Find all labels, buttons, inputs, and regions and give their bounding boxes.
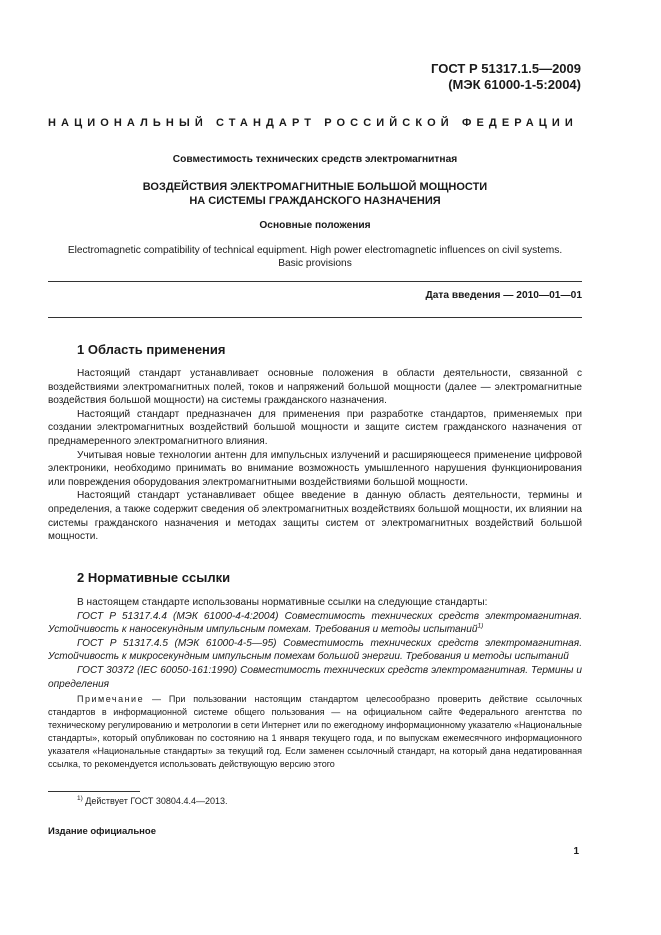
english-title-line-1: Electromagnetic compatibility of technical equipment. High power electromagnetic influences on civil systems. [67,245,563,256]
document-title [48,180,582,208]
standard-number: ГОСТ Р 51317.1.5—2009 [431,61,581,76]
footnote-mark: 1) [77,795,83,802]
section-2-body [48,596,582,691]
reference-item: ГОСТ 30372 (IEC 60050-161:1990) Совместимость технических средств электромагнитная. Термины и определения [48,664,582,690]
footnote-marker: 1) [477,622,484,630]
footnote-divider [48,791,140,792]
note-label: Примечание [77,694,145,704]
section-2-heading: 2 Нормативные ссылки [77,570,231,585]
national-standard-banner: НАЦИОНАЛЬНЫЙ СТАНДАРТ РОССИЙСКОЙ ФЕДЕРАЦИИ [48,117,578,129]
document-subtitle: Совместимость технических средств электромагнитная [172,154,458,165]
references-intro: В настоящем стандарте использованы нормативные ссылки на следующие стандарты: [77,597,488,608]
reference-text: ГОСТ Р 51317.4.4 (МЭК 61000-4-4:2004) Совместимость технических средств электромагнитная. Устойчивость к наносекундным импульсным помехам. Требования и методы испытаний [48,610,582,636]
section-1-body [48,367,582,544]
paragraph: Настоящий стандарт устанавливает основные положения в области деятельности, связанной с воздействиями электромагнитных полей, токов и напряжений большой мощности (далее — электромагнитные воздействия большой мощности) на системы гражданского назначения. [48,368,582,407]
title-line-1: ВОЗДЕЙСТВИЯ ЭЛЕКТРОМАГНИТНЫЕ БОЛЬШОЙ МОЩНОСТИ [142,181,488,193]
section-1-heading: 1 Область применения [77,342,226,357]
edition-label: Издание официальное [48,826,156,837]
paragraph: Настоящий стандарт устанавливает общее введение в данную область деятельности, термины и определения, а также содержит сведения об электромагнитных воздействиях большой мощности, их влиянии на системы гражданского назначения и методах защиты систем от электромагнитных воздействий большой мощности. [48,490,582,543]
divider-bottom [48,317,582,318]
page-number: 1 [573,846,579,857]
divider-top [48,281,582,282]
reference-item: ГОСТ Р 51317.4.5 (МЭК 61000-4-5—95) Совместимость технических средств электромагнитная. Устойчивость к микросекундным импульсным помехам большой энергии. Требования и методы испытаний [48,637,582,663]
iec-number: (МЭК 61000-1-5:2004) [448,77,581,92]
paragraph: Настоящий стандарт предназначен для применения при разработке стандартов, применяемых при создании электромагнитных воздействий большой мощности и защите систем гражданского назначения от преднамеренного электромагнитного влияния. [48,408,582,447]
english-title [48,244,582,270]
title-line-2: НА СИСТЕМЫ ГРАЖДАНСКОГО НАЗНАЧЕНИЯ [189,195,441,207]
reference-item [48,610,582,637]
introduction-date: Дата введения — 2010—01—01 [425,290,582,301]
note-text: — При пользовании настоящим стандартом целесообразно проверить действие ссылочных стандартов в информационной системе общего пользования — на официальном сайте Федерального агентства по техническому регулированию и метрологии в сети Интернет или по ежегодному информационному указателю «Национальные стандарты», который опубликован по состоянию на 1 января текущего года, и по выпускам ежемесячного информационного указателя «Национальные стандарты» за текущий год. Если заменен ссылочный стандарт, на который дана недатированная ссылка, то рекомендуется использовать действующую версию этого [48,694,582,770]
english-title-line-2: Basic provisions [278,258,352,269]
note-block [48,693,582,772]
footnote-text: Действует ГОСТ 30804.4.4—2013. [82,796,228,806]
paragraph: Учитывая новые технологии антенн для импульсных излучений и расширяющееся применение цифровой электроники, необходимо принимать во внимание возможность умышленного нарушения функционирования или повреждения оборудования электромагнитными воздействиями большой мощности. [48,449,582,488]
footnote [77,796,227,806]
document-subtitle-2: Основные положения [259,220,371,231]
